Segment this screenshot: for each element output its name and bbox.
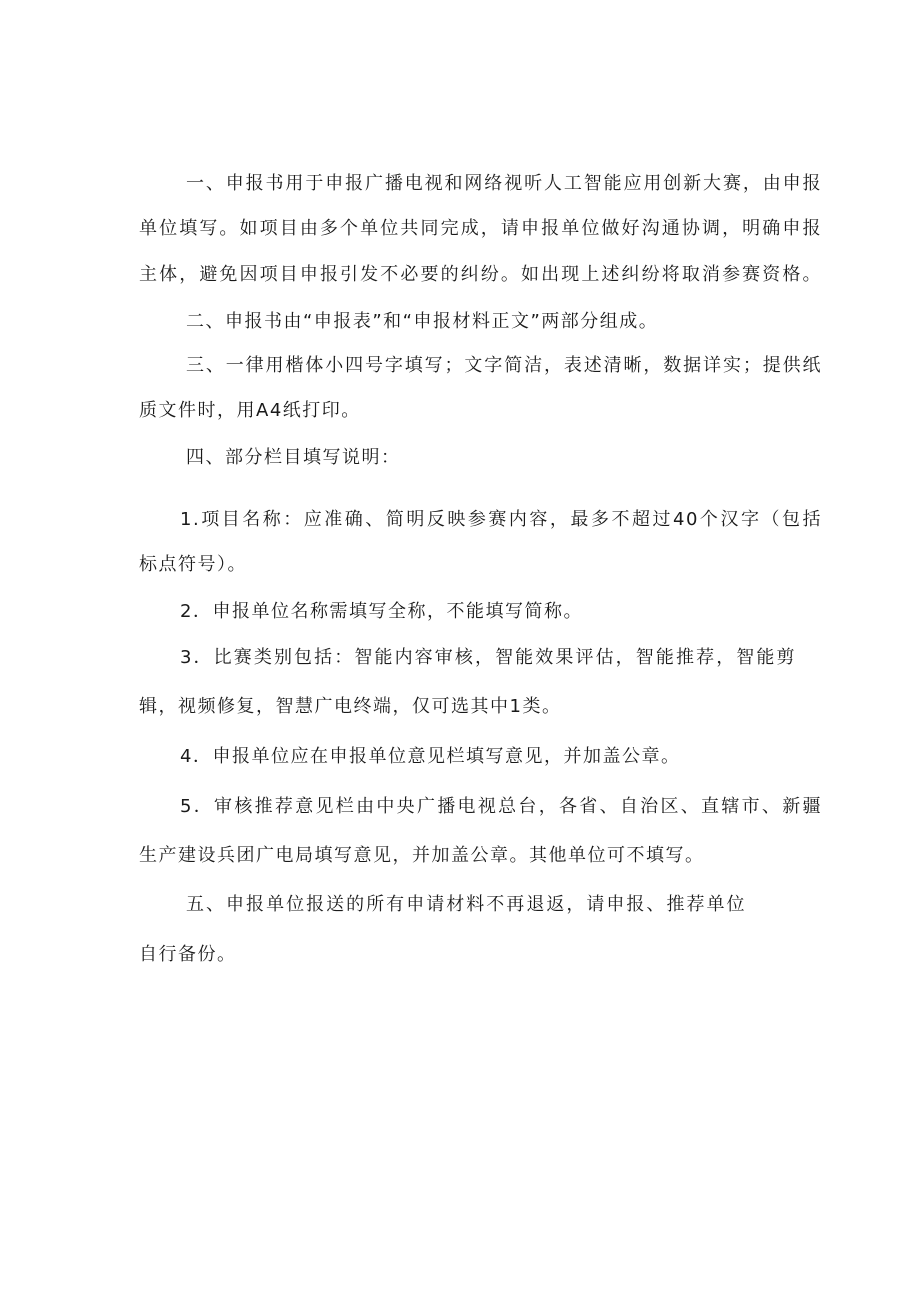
- item-5-line-1: 五、申报单位报送的所有申请材料不再退返，请申报、推荐单位: [186, 894, 746, 915]
- item-3-line-1: 三、一律用楷体小四号字填写；文字简洁，表述清晰，数据详实；提供纸: [186, 355, 822, 376]
- item-1-line-3: 主体，避免因项目申报引发不必要的纠纷。如出现上述纠纷将取消参赛资格。: [139, 264, 822, 285]
- sub-1-line-2: 标点符号）。: [139, 554, 247, 575]
- sub-2-line-1: 2．申报单位名称需填写全称，不能填写简称。: [180, 601, 583, 622]
- sub-3-line-2: 辑，视频修复，智慧广电终端，仅可选其中1类。: [139, 696, 562, 717]
- sub-5-line-2: 生产建设兵团广电局填写意见，并加盖公章。其他单位可不填写。: [139, 845, 705, 866]
- item-4-line-1: 四、部分栏目填写说明：: [186, 447, 401, 468]
- item-1-line-1: 一、申报书用于申报广播电视和网络视听人工智能应用创新大赛，由申报: [186, 173, 822, 194]
- item-3-line-2: 质文件时，用A4纸打印。: [139, 400, 361, 421]
- sub-5-line-1: 5．审核推荐意见栏由中央广播电视总台，各省、自治区、直辖市、新疆: [180, 796, 822, 817]
- item-5-line-2: 自行备份。: [139, 944, 237, 965]
- item-2-line-1: 二、申报书由“申报表”和“申报材料正文”两部分组成。: [186, 311, 659, 332]
- sub-1-line-1: 1.项目名称：应准确、简明反映参赛内容，最多不超过40个汉字（包括: [180, 509, 822, 530]
- sub-4-line-1: 4．申报单位应在申报单位意见栏填写意见，并加盖公章。: [180, 746, 681, 767]
- item-1-line-2: 单位填写。如项目由多个单位共同完成，请申报单位做好沟通协调，明确申报: [139, 218, 822, 239]
- sub-3-line-1: 3．比赛类别包括：智能内容审核，智能效果评估，智能推荐，智能剪: [180, 647, 796, 668]
